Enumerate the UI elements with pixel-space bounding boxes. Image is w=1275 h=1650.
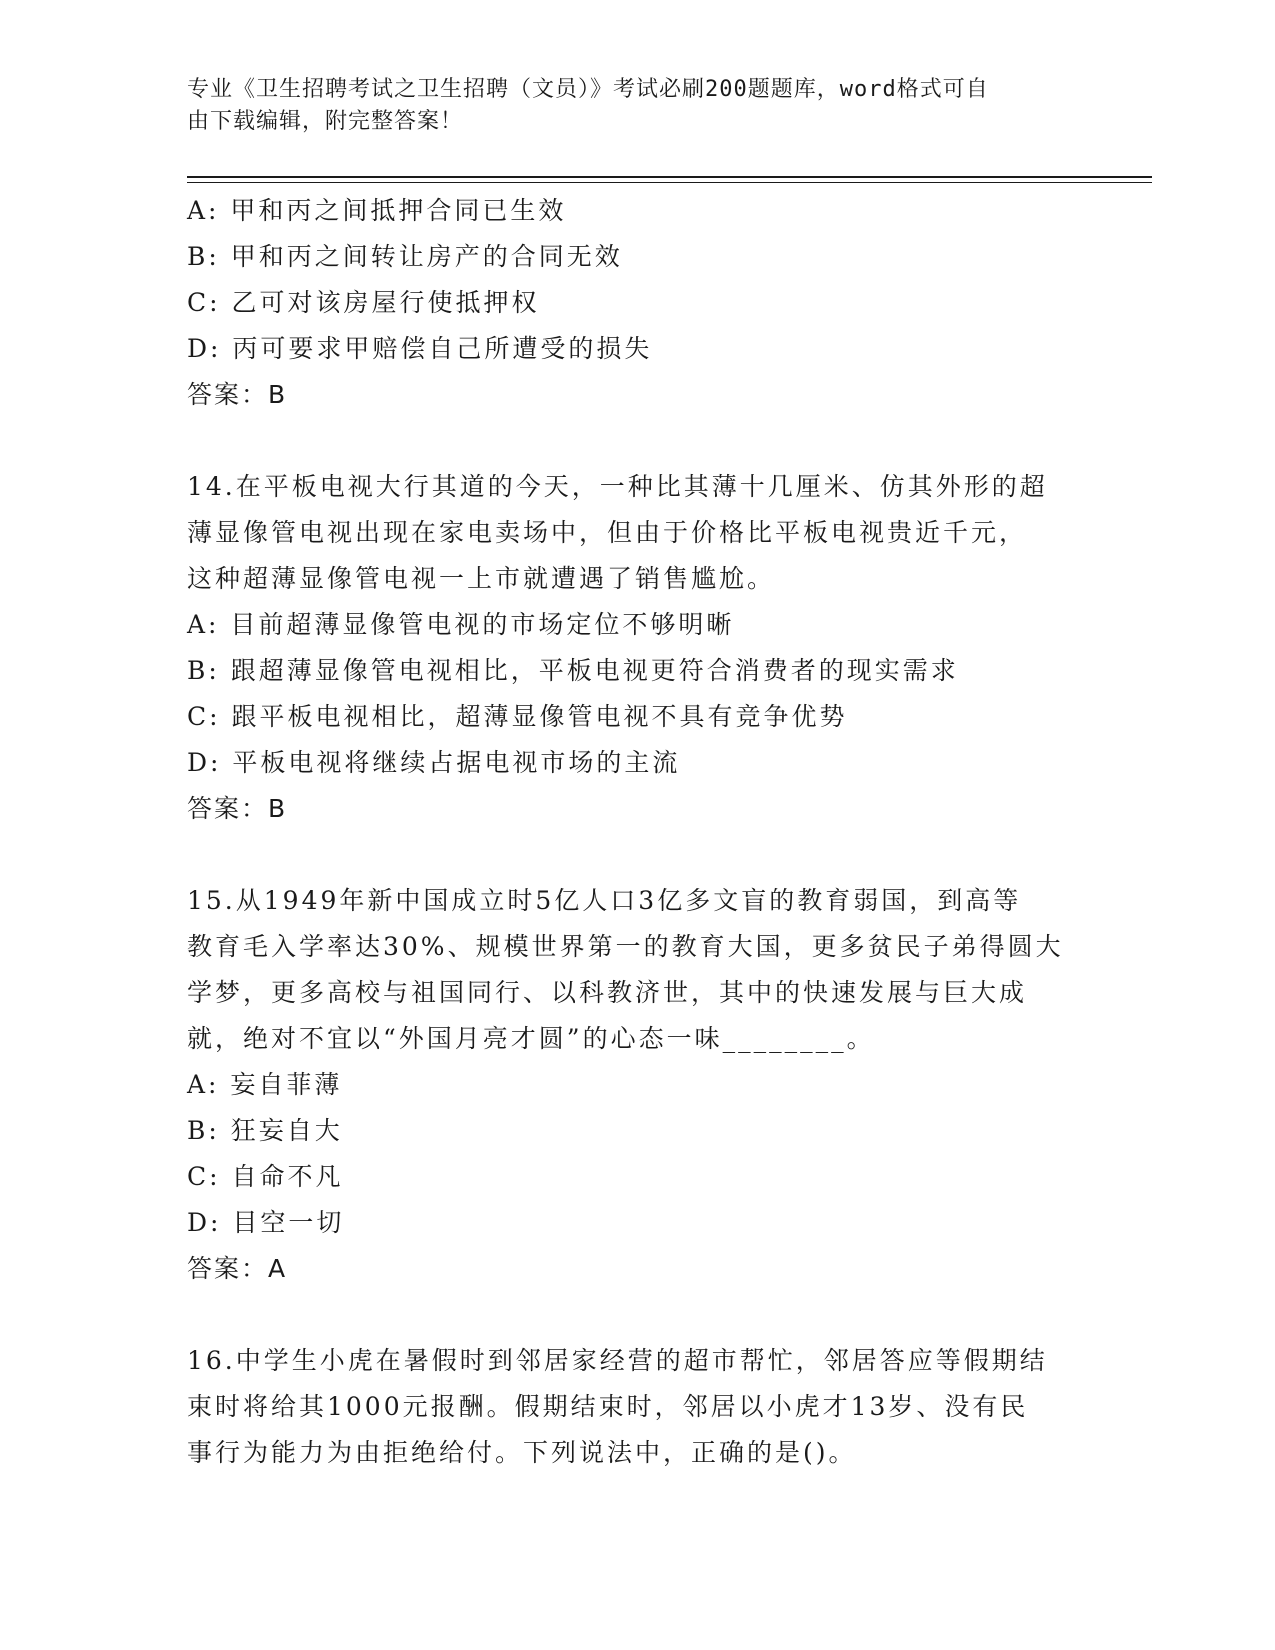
option-c: C: 自命不凡 xyxy=(187,1162,344,1191)
question-list xyxy=(187,188,1087,1476)
question-stem xyxy=(187,464,1077,602)
stem-line: 15.从1949年新中国成立时5亿人口3亿多文盲的教育弱国，到高等 xyxy=(187,886,1022,915)
header-divider-thin xyxy=(187,182,1152,183)
stem-line: 教育毛入学率达30%、规模世界第一的教育大国，更多贫民子弟得圆大 xyxy=(187,932,1064,961)
stem-line: 束时将给其1000元报酬。假期结束时，邻居以小虎才13岁、没有民 xyxy=(187,1392,1029,1421)
question-16 xyxy=(187,1338,1087,1476)
stem-line: 16.中学生小虎在暑假时到邻居家经营的超市帮忙，邻居答应等假期结 xyxy=(187,1346,1048,1375)
option-a: A: 目前超薄显像管电视的市场定位不够明晰 xyxy=(187,610,735,639)
option-d: D: 丙可要求甲赔偿自己所遭受的损失 xyxy=(187,334,653,363)
stem-line: 14.在平板电视大行其道的今天，一种比其薄十几厘米、仿其外形的超 xyxy=(187,472,1048,501)
question-15 xyxy=(187,878,1087,1292)
option-b: B: 甲和丙之间转让房产的合同无效 xyxy=(187,242,623,271)
option-d: D: 目空一切 xyxy=(187,1208,345,1237)
option-b: B: 狂妄自大 xyxy=(187,1116,343,1145)
stem-line: 就，绝对不宜以“外国月亮才圆”的心态一味________。 xyxy=(187,1024,875,1053)
question-stem xyxy=(187,1338,1077,1476)
stem-line: 这种超薄显像管电视一上市就遭遇了销售尴尬。 xyxy=(187,564,776,593)
option-b: B: 跟超薄显像管电视相比，平板电视更符合消费者的现实需求 xyxy=(187,656,959,685)
question-14 xyxy=(187,464,1087,832)
option-c: C: 乙可对该房屋行使抵押权 xyxy=(187,288,540,317)
option-a: A: 甲和丙之间抵押合同已生效 xyxy=(187,196,567,225)
header-line-2: 由下载编辑，附完整答案！ xyxy=(187,109,464,134)
answer-line: 答案：A xyxy=(187,1254,288,1283)
document-header xyxy=(187,74,1067,138)
answer-line: 答案：B xyxy=(187,794,288,823)
option-a: A: 妄自菲薄 xyxy=(187,1070,343,1099)
question-13 xyxy=(187,188,1087,418)
question-stem xyxy=(187,878,1077,1062)
answer-line: 答案：B xyxy=(187,380,288,409)
header-line-1: 专业《卫生招聘考试之卫生招聘（文员）》考试必刷200题题库，word格式可自 xyxy=(187,77,989,102)
option-d: D: 平板电视将继续占据电视市场的主流 xyxy=(187,748,681,777)
stem-line: 薄显像管电视出现在家电卖场中，但由于价格比平板电视贵近千元， xyxy=(187,518,1028,547)
stem-line: 事行为能力为由拒绝给付。下列说法中，正确的是()。 xyxy=(187,1438,857,1467)
header-divider-thick xyxy=(187,176,1152,178)
option-c: C: 跟平板电视相比，超薄显像管电视不具有竞争优势 xyxy=(187,702,848,731)
stem-line: 学梦，更多高校与祖国同行、以科教济世，其中的快速发展与巨大成 xyxy=(187,978,1028,1007)
